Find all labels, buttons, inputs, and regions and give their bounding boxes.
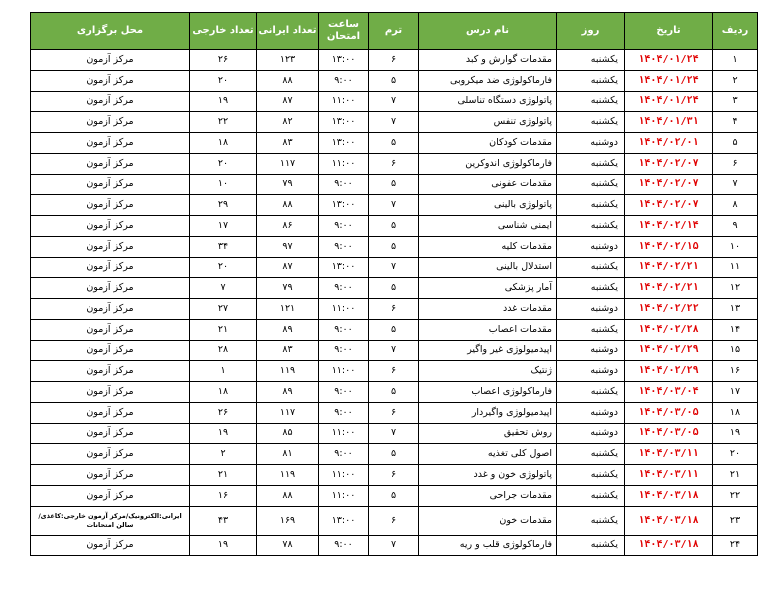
iranian-count-cell: ۱۶۹ — [257, 506, 319, 535]
date-cell: ۱۴۰۴/۰۳/۱۱ — [625, 444, 713, 465]
foreign-count-cell: ۲۰ — [190, 70, 257, 91]
day-cell: یکشنبه — [557, 319, 625, 340]
venue-cell: مرکز آزمون — [31, 195, 190, 216]
term-cell: ۵ — [369, 236, 419, 257]
course-cell: اپیدمیولوژی واگیردار — [419, 402, 557, 423]
foreign-count-cell: ۲۹ — [190, 195, 257, 216]
exam-schedule — [30, 12, 757, 556]
foreign-count-cell: ۲۰ — [190, 257, 257, 278]
course-cell: روش تحقیق — [419, 423, 557, 444]
header-day: روز — [557, 13, 625, 50]
row-number-cell: ۱۶ — [713, 361, 758, 382]
iranian-count-cell: ۱۲۱ — [257, 299, 319, 320]
date-cell: ۱۴۰۴/۰۳/۱۸ — [625, 485, 713, 506]
day-cell: یکشنبه — [557, 50, 625, 71]
exam-time-cell: ۱۳:۰۰ — [319, 195, 369, 216]
term-cell: ۷ — [369, 535, 419, 556]
header-row-number: ردیف — [713, 13, 758, 50]
venue-cell: مرکز آزمون — [31, 50, 190, 71]
venue-cell: مرکز آزمون — [31, 133, 190, 154]
date-cell: ۱۴۰۴/۰۱/۳۱ — [625, 112, 713, 133]
row-number-cell: ۱ — [713, 50, 758, 71]
venue-cell: مرکز آزمون — [31, 361, 190, 382]
course-cell: مقدمات جراحی — [419, 485, 557, 506]
day-cell: یکشنبه — [557, 153, 625, 174]
row-number-cell: ۲۴ — [713, 535, 758, 556]
day-cell: دوشنبه — [557, 402, 625, 423]
foreign-count-cell: ۱۹ — [190, 91, 257, 112]
table-row — [31, 361, 758, 382]
venue-cell: مرکز آزمون — [31, 382, 190, 403]
header-iranian-count: تعداد ایرانی — [257, 13, 319, 50]
course-cell: فارماکولوژی قلب و ریه — [419, 535, 557, 556]
table-row — [31, 257, 758, 278]
exam-time-cell: ۱۱:۰۰ — [319, 91, 369, 112]
course-cell: مقدمات خون — [419, 506, 557, 535]
iranian-count-cell: ۸۹ — [257, 382, 319, 403]
date-cell: ۱۴۰۴/۰۲/۲۹ — [625, 340, 713, 361]
term-cell: ۶ — [369, 506, 419, 535]
venue-cell: مرکز آزمون — [31, 485, 190, 506]
course-cell: پاتولوژی خون و غدد — [419, 465, 557, 486]
iranian-count-cell: ۱۲۳ — [257, 50, 319, 71]
table-row — [31, 402, 758, 423]
term-cell: ۵ — [369, 70, 419, 91]
venue-cell: مرکز آزمون — [31, 444, 190, 465]
table-row — [31, 444, 758, 465]
iranian-count-cell: ۱۱۷ — [257, 153, 319, 174]
exam-time-cell: ۹:۰۰ — [319, 535, 369, 556]
table-row — [31, 153, 758, 174]
row-number-cell: ۱۱ — [713, 257, 758, 278]
table-row — [31, 485, 758, 506]
date-cell: ۱۴۰۴/۰۲/۲۱ — [625, 278, 713, 299]
row-number-cell: ۴ — [713, 112, 758, 133]
term-cell: ۷ — [369, 340, 419, 361]
date-cell: ۱۴۰۴/۰۱/۲۴ — [625, 70, 713, 91]
course-cell: اصول کلی تغذیه — [419, 444, 557, 465]
table-row — [31, 216, 758, 237]
iranian-count-cell: ۸۸ — [257, 195, 319, 216]
exam-time-cell: ۱۳:۰۰ — [319, 257, 369, 278]
foreign-count-cell: ۲۲ — [190, 112, 257, 133]
venue-cell: مرکز آزمون — [31, 257, 190, 278]
course-cell: فارماکولوژی اندوکرین — [419, 153, 557, 174]
exam-time-cell: ۱۳:۰۰ — [319, 112, 369, 133]
table-row — [31, 319, 758, 340]
iranian-count-cell: ۸۷ — [257, 91, 319, 112]
table-row — [31, 382, 758, 403]
date-cell: ۱۴۰۴/۰۱/۲۴ — [625, 50, 713, 71]
course-cell: استدلال بالینی — [419, 257, 557, 278]
exam-time-cell: ۱۳:۰۰ — [319, 133, 369, 154]
date-cell: ۱۴۰۴/۰۲/۱۴ — [625, 216, 713, 237]
date-cell: ۱۴۰۴/۰۲/۰۱ — [625, 133, 713, 154]
row-number-cell: ۱۴ — [713, 319, 758, 340]
date-cell: ۱۴۰۴/۰۲/۲۱ — [625, 257, 713, 278]
foreign-count-cell: ۷ — [190, 278, 257, 299]
row-number-cell: ۲۱ — [713, 465, 758, 486]
term-cell: ۷ — [369, 91, 419, 112]
row-number-cell: ۱۵ — [713, 340, 758, 361]
header-course: نام درس — [419, 13, 557, 50]
row-number-cell: ۷ — [713, 174, 758, 195]
term-cell: ۶ — [369, 50, 419, 71]
day-cell: دوشنبه — [557, 299, 625, 320]
exam-time-cell: ۹:۰۰ — [319, 174, 369, 195]
exam-schedule-table — [30, 12, 758, 556]
course-cell: پاتولوژی تنفس — [419, 112, 557, 133]
term-cell: ۶ — [369, 299, 419, 320]
iranian-count-cell: ۸۵ — [257, 423, 319, 444]
date-cell: ۱۴۰۴/۰۳/۱۸ — [625, 506, 713, 535]
row-number-cell: ۲۳ — [713, 506, 758, 535]
term-cell: ۵ — [369, 133, 419, 154]
foreign-count-cell: ۱۶ — [190, 485, 257, 506]
day-cell: یکشنبه — [557, 382, 625, 403]
exam-time-cell: ۱۱:۰۰ — [319, 423, 369, 444]
day-cell: یکشنبه — [557, 257, 625, 278]
term-cell: ۷ — [369, 112, 419, 133]
row-number-cell: ۲ — [713, 70, 758, 91]
day-cell: یکشنبه — [557, 278, 625, 299]
exam-time-cell: ۱۳:۰۰ — [319, 50, 369, 71]
foreign-count-cell: ۲۱ — [190, 319, 257, 340]
term-cell: ۷ — [369, 195, 419, 216]
row-number-cell: ۵ — [713, 133, 758, 154]
foreign-count-cell: ۲۶ — [190, 50, 257, 71]
iranian-count-cell: ۸۸ — [257, 485, 319, 506]
foreign-count-cell: ۴۳ — [190, 506, 257, 535]
course-cell: ایمنی شناسی — [419, 216, 557, 237]
foreign-count-cell: ۱۹ — [190, 535, 257, 556]
iranian-count-cell: ۱۱۷ — [257, 402, 319, 423]
exam-time-cell: ۱۱:۰۰ — [319, 361, 369, 382]
table-body — [31, 50, 758, 556]
table-row — [31, 70, 758, 91]
table-row — [31, 278, 758, 299]
course-cell: آمار پزشکی — [419, 278, 557, 299]
term-cell: ۵ — [369, 319, 419, 340]
exam-time-cell: ۱۳:۰۰ — [319, 506, 369, 535]
table-row — [31, 465, 758, 486]
course-cell: مقدمات اعصاب — [419, 319, 557, 340]
iranian-count-cell: ۸۳ — [257, 340, 319, 361]
day-cell: یکشنبه — [557, 216, 625, 237]
day-cell: یکشنبه — [557, 465, 625, 486]
course-cell: اپیدمیولوژی غیر واگیر — [419, 340, 557, 361]
date-cell: ۱۴۰۴/۰۲/۰۷ — [625, 195, 713, 216]
table-row — [31, 299, 758, 320]
foreign-count-cell: ۱۷ — [190, 216, 257, 237]
table-row — [31, 174, 758, 195]
table-row — [31, 535, 758, 556]
foreign-count-cell: ۱۸ — [190, 133, 257, 154]
venue-cell: مرکز آزمون — [31, 70, 190, 91]
table-row — [31, 236, 758, 257]
term-cell: ۶ — [369, 361, 419, 382]
iranian-count-cell: ۷۹ — [257, 174, 319, 195]
course-cell: فارماکولوژی اعصاب — [419, 382, 557, 403]
iranian-count-cell: ۸۷ — [257, 257, 319, 278]
row-number-cell: ۲۲ — [713, 485, 758, 506]
day-cell: دوشنبه — [557, 133, 625, 154]
exam-time-cell: ۱۱:۰۰ — [319, 465, 369, 486]
day-cell: یکشنبه — [557, 535, 625, 556]
row-number-cell: ۲۰ — [713, 444, 758, 465]
row-number-cell: ۱۷ — [713, 382, 758, 403]
term-cell: ۶ — [369, 465, 419, 486]
day-cell: یکشنبه — [557, 485, 625, 506]
date-cell: ۱۴۰۴/۰۲/۲۲ — [625, 299, 713, 320]
iranian-count-cell: ۸۳ — [257, 133, 319, 154]
date-cell: ۱۴۰۴/۰۲/۱۵ — [625, 236, 713, 257]
iranian-count-cell: ۷۹ — [257, 278, 319, 299]
foreign-count-cell: ۱۹ — [190, 423, 257, 444]
date-cell: ۱۴۰۴/۰۳/۰۵ — [625, 402, 713, 423]
term-cell: ۷ — [369, 423, 419, 444]
exam-time-cell: ۹:۰۰ — [319, 340, 369, 361]
day-cell: دوشنبه — [557, 340, 625, 361]
foreign-count-cell: ۲۶ — [190, 402, 257, 423]
table-row — [31, 195, 758, 216]
iranian-count-cell: ۱۱۹ — [257, 361, 319, 382]
row-number-cell: ۱۲ — [713, 278, 758, 299]
row-number-cell: ۹ — [713, 216, 758, 237]
header-exam-time: ساعت امتحان — [319, 13, 369, 50]
foreign-count-cell: ۳۴ — [190, 236, 257, 257]
exam-time-cell: ۱۱:۰۰ — [319, 299, 369, 320]
row-number-cell: ۱۳ — [713, 299, 758, 320]
venue-cell: مرکز آزمون — [31, 236, 190, 257]
term-cell: ۵ — [369, 382, 419, 403]
venue-cell: مرکز آزمون — [31, 535, 190, 556]
venue-cell: مرکز آزمون — [31, 112, 190, 133]
venue-cell: مرکز آزمون — [31, 278, 190, 299]
iranian-count-cell: ۸۱ — [257, 444, 319, 465]
venue-cell: مرکز آزمون — [31, 174, 190, 195]
day-cell: یکشنبه — [557, 112, 625, 133]
iranian-count-cell: ۱۱۹ — [257, 465, 319, 486]
foreign-count-cell: ۱۰ — [190, 174, 257, 195]
exam-time-cell: ۹:۰۰ — [319, 236, 369, 257]
day-cell: دوشنبه — [557, 423, 625, 444]
date-cell: ۱۴۰۴/۰۳/۱۸ — [625, 535, 713, 556]
foreign-count-cell: ۲۱ — [190, 465, 257, 486]
venue-cell: ایرانی:الکترونیک/مرکز آزمون خارجی:کاغذی/سالن امتحانات — [31, 506, 190, 535]
foreign-count-cell: ۱ — [190, 361, 257, 382]
exam-time-cell: ۹:۰۰ — [319, 70, 369, 91]
exam-time-cell: ۹:۰۰ — [319, 382, 369, 403]
table-row — [31, 133, 758, 154]
iranian-count-cell: ۸۹ — [257, 319, 319, 340]
term-cell: ۵ — [369, 174, 419, 195]
course-cell: مقدمات کودکان — [419, 133, 557, 154]
venue-cell: مرکز آزمون — [31, 423, 190, 444]
exam-time-cell: ۹:۰۰ — [319, 278, 369, 299]
day-cell: یکشنبه — [557, 174, 625, 195]
date-cell: ۱۴۰۴/۰۱/۲۴ — [625, 91, 713, 112]
row-number-cell: ۶ — [713, 153, 758, 174]
table-row — [31, 506, 758, 535]
exam-time-cell: ۹:۰۰ — [319, 216, 369, 237]
exam-time-cell: ۹:۰۰ — [319, 444, 369, 465]
course-cell: پاتولوژی دستگاه تناسلی — [419, 91, 557, 112]
iranian-count-cell: ۷۸ — [257, 535, 319, 556]
venue-cell: مرکز آزمون — [31, 153, 190, 174]
iranian-count-cell: ۸۲ — [257, 112, 319, 133]
date-cell: ۱۴۰۴/۰۲/۲۹ — [625, 361, 713, 382]
day-cell: یکشنبه — [557, 444, 625, 465]
venue-cell: مرکز آزمون — [31, 216, 190, 237]
date-cell: ۱۴۰۴/۰۳/۰۵ — [625, 423, 713, 444]
day-cell: یکشنبه — [557, 91, 625, 112]
row-number-cell: ۸ — [713, 195, 758, 216]
term-cell: ۷ — [369, 257, 419, 278]
day-cell: یکشنبه — [557, 506, 625, 535]
iranian-count-cell: ۸۸ — [257, 70, 319, 91]
foreign-count-cell: ۲۸ — [190, 340, 257, 361]
term-cell: ۵ — [369, 485, 419, 506]
day-cell: دوشنبه — [557, 236, 625, 257]
venue-cell: مرکز آزمون — [31, 299, 190, 320]
course-cell: ژنتیک — [419, 361, 557, 382]
header-venue: محل برگزاری — [31, 13, 190, 50]
day-cell: یکشنبه — [557, 70, 625, 91]
venue-cell: مرکز آزمون — [31, 319, 190, 340]
venue-cell: مرکز آزمون — [31, 91, 190, 112]
term-cell: ۶ — [369, 153, 419, 174]
course-cell: مقدمات غدد — [419, 299, 557, 320]
row-number-cell: ۳ — [713, 91, 758, 112]
venue-cell: مرکز آزمون — [31, 465, 190, 486]
date-cell: ۱۴۰۴/۰۲/۲۸ — [625, 319, 713, 340]
day-cell: دوشنبه — [557, 361, 625, 382]
exam-time-cell: ۱۱:۰۰ — [319, 153, 369, 174]
table-header — [31, 13, 758, 50]
table-row — [31, 340, 758, 361]
header-date: تاریخ — [625, 13, 713, 50]
term-cell: ۶ — [369, 402, 419, 423]
day-cell: یکشنبه — [557, 195, 625, 216]
row-number-cell: ۱۸ — [713, 402, 758, 423]
iranian-count-cell: ۸۶ — [257, 216, 319, 237]
exam-time-cell: ۱۱:۰۰ — [319, 485, 369, 506]
foreign-count-cell: ۲ — [190, 444, 257, 465]
table-row — [31, 50, 758, 71]
course-cell: پاتولوژی بالینی — [419, 195, 557, 216]
term-cell: ۵ — [369, 444, 419, 465]
table-row — [31, 423, 758, 444]
date-cell: ۱۴۰۴/۰۳/۱۱ — [625, 465, 713, 486]
date-cell: ۱۴۰۴/۰۳/۰۴ — [625, 382, 713, 403]
header-foreign-count: تعداد خارجی — [190, 13, 257, 50]
foreign-count-cell: ۲۷ — [190, 299, 257, 320]
venue-cell: مرکز آزمون — [31, 340, 190, 361]
foreign-count-cell: ۱۸ — [190, 382, 257, 403]
exam-time-cell: ۹:۰۰ — [319, 402, 369, 423]
date-cell: ۱۴۰۴/۰۲/۰۷ — [625, 153, 713, 174]
course-cell: فارماکولوژی ضد میکروبی — [419, 70, 557, 91]
row-number-cell: ۱۹ — [713, 423, 758, 444]
exam-time-cell: ۹:۰۰ — [319, 319, 369, 340]
table-row — [31, 91, 758, 112]
term-cell: ۵ — [369, 216, 419, 237]
term-cell: ۵ — [369, 278, 419, 299]
course-cell: مقدمات کلیه — [419, 236, 557, 257]
venue-cell: مرکز آزمون — [31, 402, 190, 423]
header-term: ترم — [369, 13, 419, 50]
row-number-cell: ۱۰ — [713, 236, 758, 257]
course-cell: مقدمات گوارش و کبد — [419, 50, 557, 71]
course-cell: مقدمات عفونی — [419, 174, 557, 195]
date-cell: ۱۴۰۴/۰۲/۰۷ — [625, 174, 713, 195]
table-row — [31, 112, 758, 133]
iranian-count-cell: ۹۷ — [257, 236, 319, 257]
foreign-count-cell: ۲۰ — [190, 153, 257, 174]
